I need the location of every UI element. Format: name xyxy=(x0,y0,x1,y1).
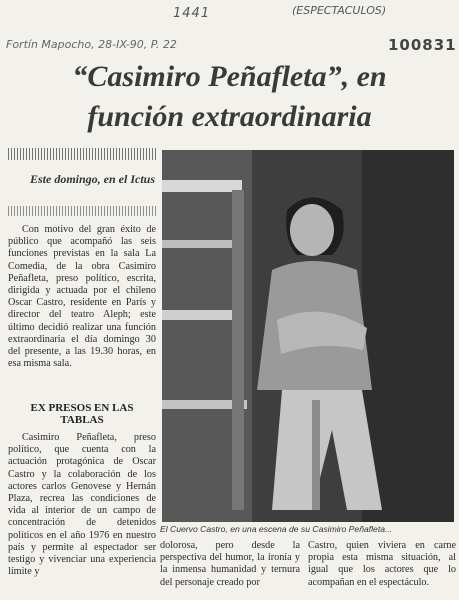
handwritten-source-line: Fortín Mapocho, 28-IX-90, P. 22 xyxy=(6,38,177,51)
stamped-clip-number: 100831 xyxy=(388,36,457,54)
body-paragraph-3: dolorosa, pero desde la perspectiva del humor, la ironía y la inmensa humanidad y ternura del personaje creado por xyxy=(160,540,300,588)
headline-line-1: “Casimiro Peñafleta”, en xyxy=(72,60,387,93)
dotted-rule-top xyxy=(8,148,156,160)
body-paragraph-4: Castro, quien viviera en carne propia esta misma situación, al igual que los actores que lo acompañan en el espectáculo. xyxy=(308,540,456,588)
headline-line-2: función extraordinaria xyxy=(87,100,372,133)
kicker: Este domingo, en el Ictus xyxy=(30,172,156,186)
dotted-rule-bottom xyxy=(8,206,156,216)
body-paragraph-1: Con motivo del gran éxito de público que acompañó las seis funciones previstas en la sala La Comedia, de la obra Casimiro Peñafleta, preso político, escrita, dirigida y actuada por el chileno Oscar Castro, residente en París y director del teatro Aleph; este último decidió realizar una función extraordinaria el día domingo 30 del presente, a las 19.30 horas, en esa misma sala. xyxy=(8,224,156,370)
subhead: EX PRESOS EN LAS TABLAS xyxy=(30,402,134,426)
handwritten-section-note: (ESPECTACULOS) xyxy=(292,4,387,17)
body-paragraph-2: Casimiro Peñafleta, preso político, que cuenta con la actuación protagónica de Oscar Castro y la colaboración de los actores carlos Genovese y Hernán Plaza, recrea las condiciones de vida al interior de un campo de concentración de detenidos políticos en el año 1976 en nuestro país y permite al espectador ser testigo y vivenciar una experiencia límite y xyxy=(8,432,156,578)
photo-caption: El Cuervo Castro, en una escena de su Casimiro Peñafleta... xyxy=(160,524,393,534)
actor-photo xyxy=(162,150,454,522)
handwritten-archive-number: 1441 xyxy=(173,6,211,21)
